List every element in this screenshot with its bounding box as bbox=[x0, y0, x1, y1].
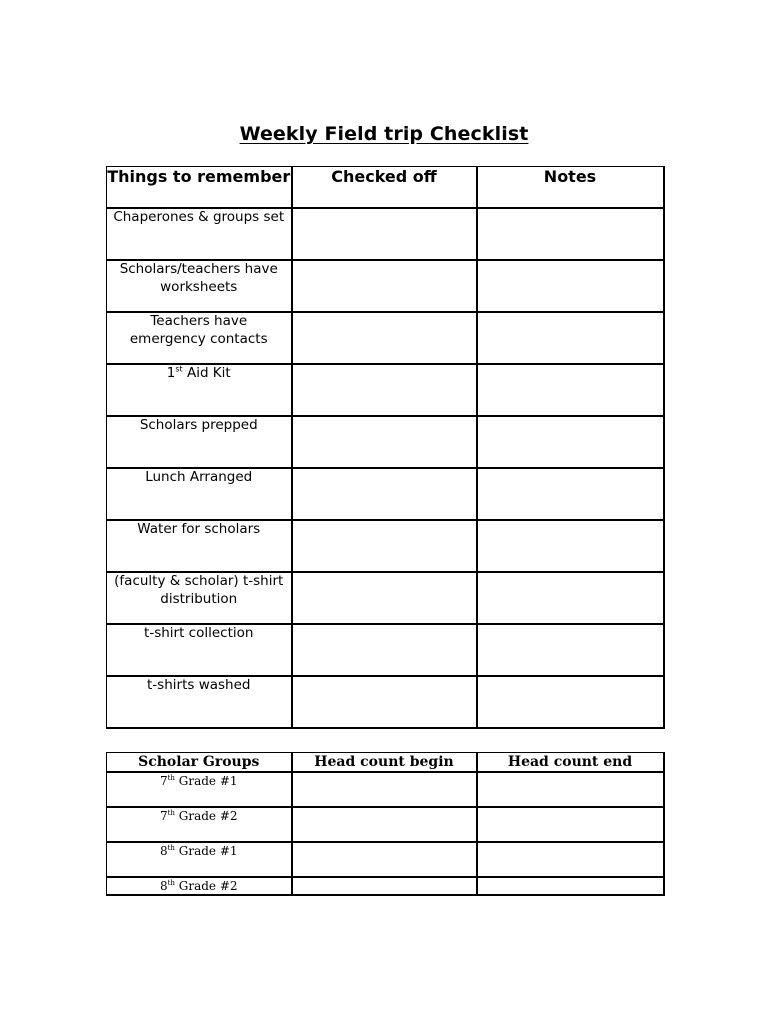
item-label: t-shirt collection bbox=[107, 624, 292, 676]
group-label-rest: Grade #1 bbox=[174, 774, 238, 788]
table-row bbox=[107, 572, 664, 624]
item-label: t-shirts washed bbox=[107, 676, 292, 728]
head-count-begin-cell[interactable] bbox=[292, 877, 477, 895]
notes-cell[interactable] bbox=[477, 468, 664, 520]
table-row bbox=[107, 364, 664, 416]
item-label: Water for scholars bbox=[107, 520, 292, 572]
table-row bbox=[107, 877, 664, 895]
item-label-rest: Aid Kit bbox=[182, 365, 231, 381]
checked-off-cell[interactable] bbox=[292, 312, 477, 364]
group-label bbox=[107, 772, 292, 807]
checked-off-cell[interactable] bbox=[292, 364, 477, 416]
checked-off-cell[interactable] bbox=[292, 520, 477, 572]
item-label: Teachers have emergency contacts bbox=[107, 312, 292, 364]
checked-off-cell[interactable] bbox=[292, 260, 477, 312]
table-row bbox=[107, 842, 664, 877]
item-label: Chaperones & groups set bbox=[107, 208, 292, 260]
header-head-count-end: Head count end bbox=[477, 753, 664, 773]
table-row bbox=[107, 624, 664, 676]
notes-cell[interactable] bbox=[477, 676, 664, 728]
table-row bbox=[107, 468, 664, 520]
item-label: (faculty & scholar) t-shirt distribution bbox=[107, 572, 292, 624]
item-label bbox=[107, 364, 292, 416]
ordinal-suffix: th bbox=[167, 879, 175, 887]
notes-cell[interactable] bbox=[477, 624, 664, 676]
table-row bbox=[107, 676, 664, 728]
ordinal-suffix: th bbox=[167, 774, 175, 782]
header-things-to-remember: Things to remember bbox=[107, 167, 292, 209]
grade-number: 8 bbox=[159, 844, 168, 858]
group-label bbox=[107, 842, 292, 877]
item-label: Lunch Arranged bbox=[107, 468, 292, 520]
checklist-header-row bbox=[107, 167, 664, 209]
group-label-rest: Grade #1 bbox=[174, 844, 238, 858]
table-row bbox=[107, 260, 664, 312]
item-label: Scholars/teachers have worksheets bbox=[107, 260, 292, 312]
grade-number: 7 bbox=[159, 774, 168, 788]
group-label-rest: Grade #2 bbox=[174, 879, 238, 893]
checked-off-cell[interactable] bbox=[292, 676, 477, 728]
head-count-end-cell[interactable] bbox=[477, 842, 664, 877]
notes-cell[interactable] bbox=[477, 208, 664, 260]
notes-cell[interactable] bbox=[477, 260, 664, 312]
group-label-rest: Grade #2 bbox=[174, 809, 238, 823]
table-row bbox=[107, 772, 664, 807]
checked-off-cell[interactable] bbox=[292, 208, 477, 260]
page-title: Weekly Field trip Checklist bbox=[239, 123, 529, 145]
head-count-begin-cell[interactable] bbox=[292, 807, 477, 842]
table-row bbox=[107, 416, 664, 468]
table-row bbox=[107, 312, 664, 364]
notes-cell[interactable] bbox=[477, 364, 664, 416]
ordinal-number: 1 bbox=[166, 365, 176, 381]
notes-cell[interactable] bbox=[477, 416, 664, 468]
ordinal-suffix: th bbox=[167, 844, 175, 852]
notes-cell[interactable] bbox=[477, 312, 664, 364]
header-scholar-groups: Scholar Groups bbox=[107, 753, 292, 773]
header-head-count-begin: Head count begin bbox=[292, 753, 477, 773]
group-label bbox=[107, 807, 292, 842]
checked-off-cell[interactable] bbox=[292, 572, 477, 624]
group-label bbox=[107, 877, 292, 895]
ordinal-suffix: st bbox=[175, 364, 183, 374]
head-count-end-cell[interactable] bbox=[477, 807, 664, 842]
table-row bbox=[107, 208, 664, 260]
checked-off-cell[interactable] bbox=[292, 624, 477, 676]
item-label: Scholars prepped bbox=[107, 416, 292, 468]
header-notes: Notes bbox=[477, 167, 664, 209]
grade-number: 8 bbox=[159, 879, 168, 893]
table-row bbox=[107, 520, 664, 572]
checklist-table bbox=[106, 166, 665, 729]
ordinal-suffix: th bbox=[167, 809, 175, 817]
table-row bbox=[107, 807, 664, 842]
header-checked-off: Checked off bbox=[292, 167, 477, 209]
checked-off-cell[interactable] bbox=[292, 416, 477, 468]
head-count-begin-cell[interactable] bbox=[292, 772, 477, 807]
scholar-groups-table bbox=[106, 752, 665, 896]
head-count-end-cell[interactable] bbox=[477, 877, 664, 895]
checked-off-cell[interactable] bbox=[292, 468, 477, 520]
head-count-end-cell[interactable] bbox=[477, 772, 664, 807]
notes-cell[interactable] bbox=[477, 572, 664, 624]
head-count-begin-cell[interactable] bbox=[292, 842, 477, 877]
notes-cell[interactable] bbox=[477, 520, 664, 572]
groups-header-row bbox=[107, 753, 664, 773]
grade-number: 7 bbox=[159, 809, 168, 823]
